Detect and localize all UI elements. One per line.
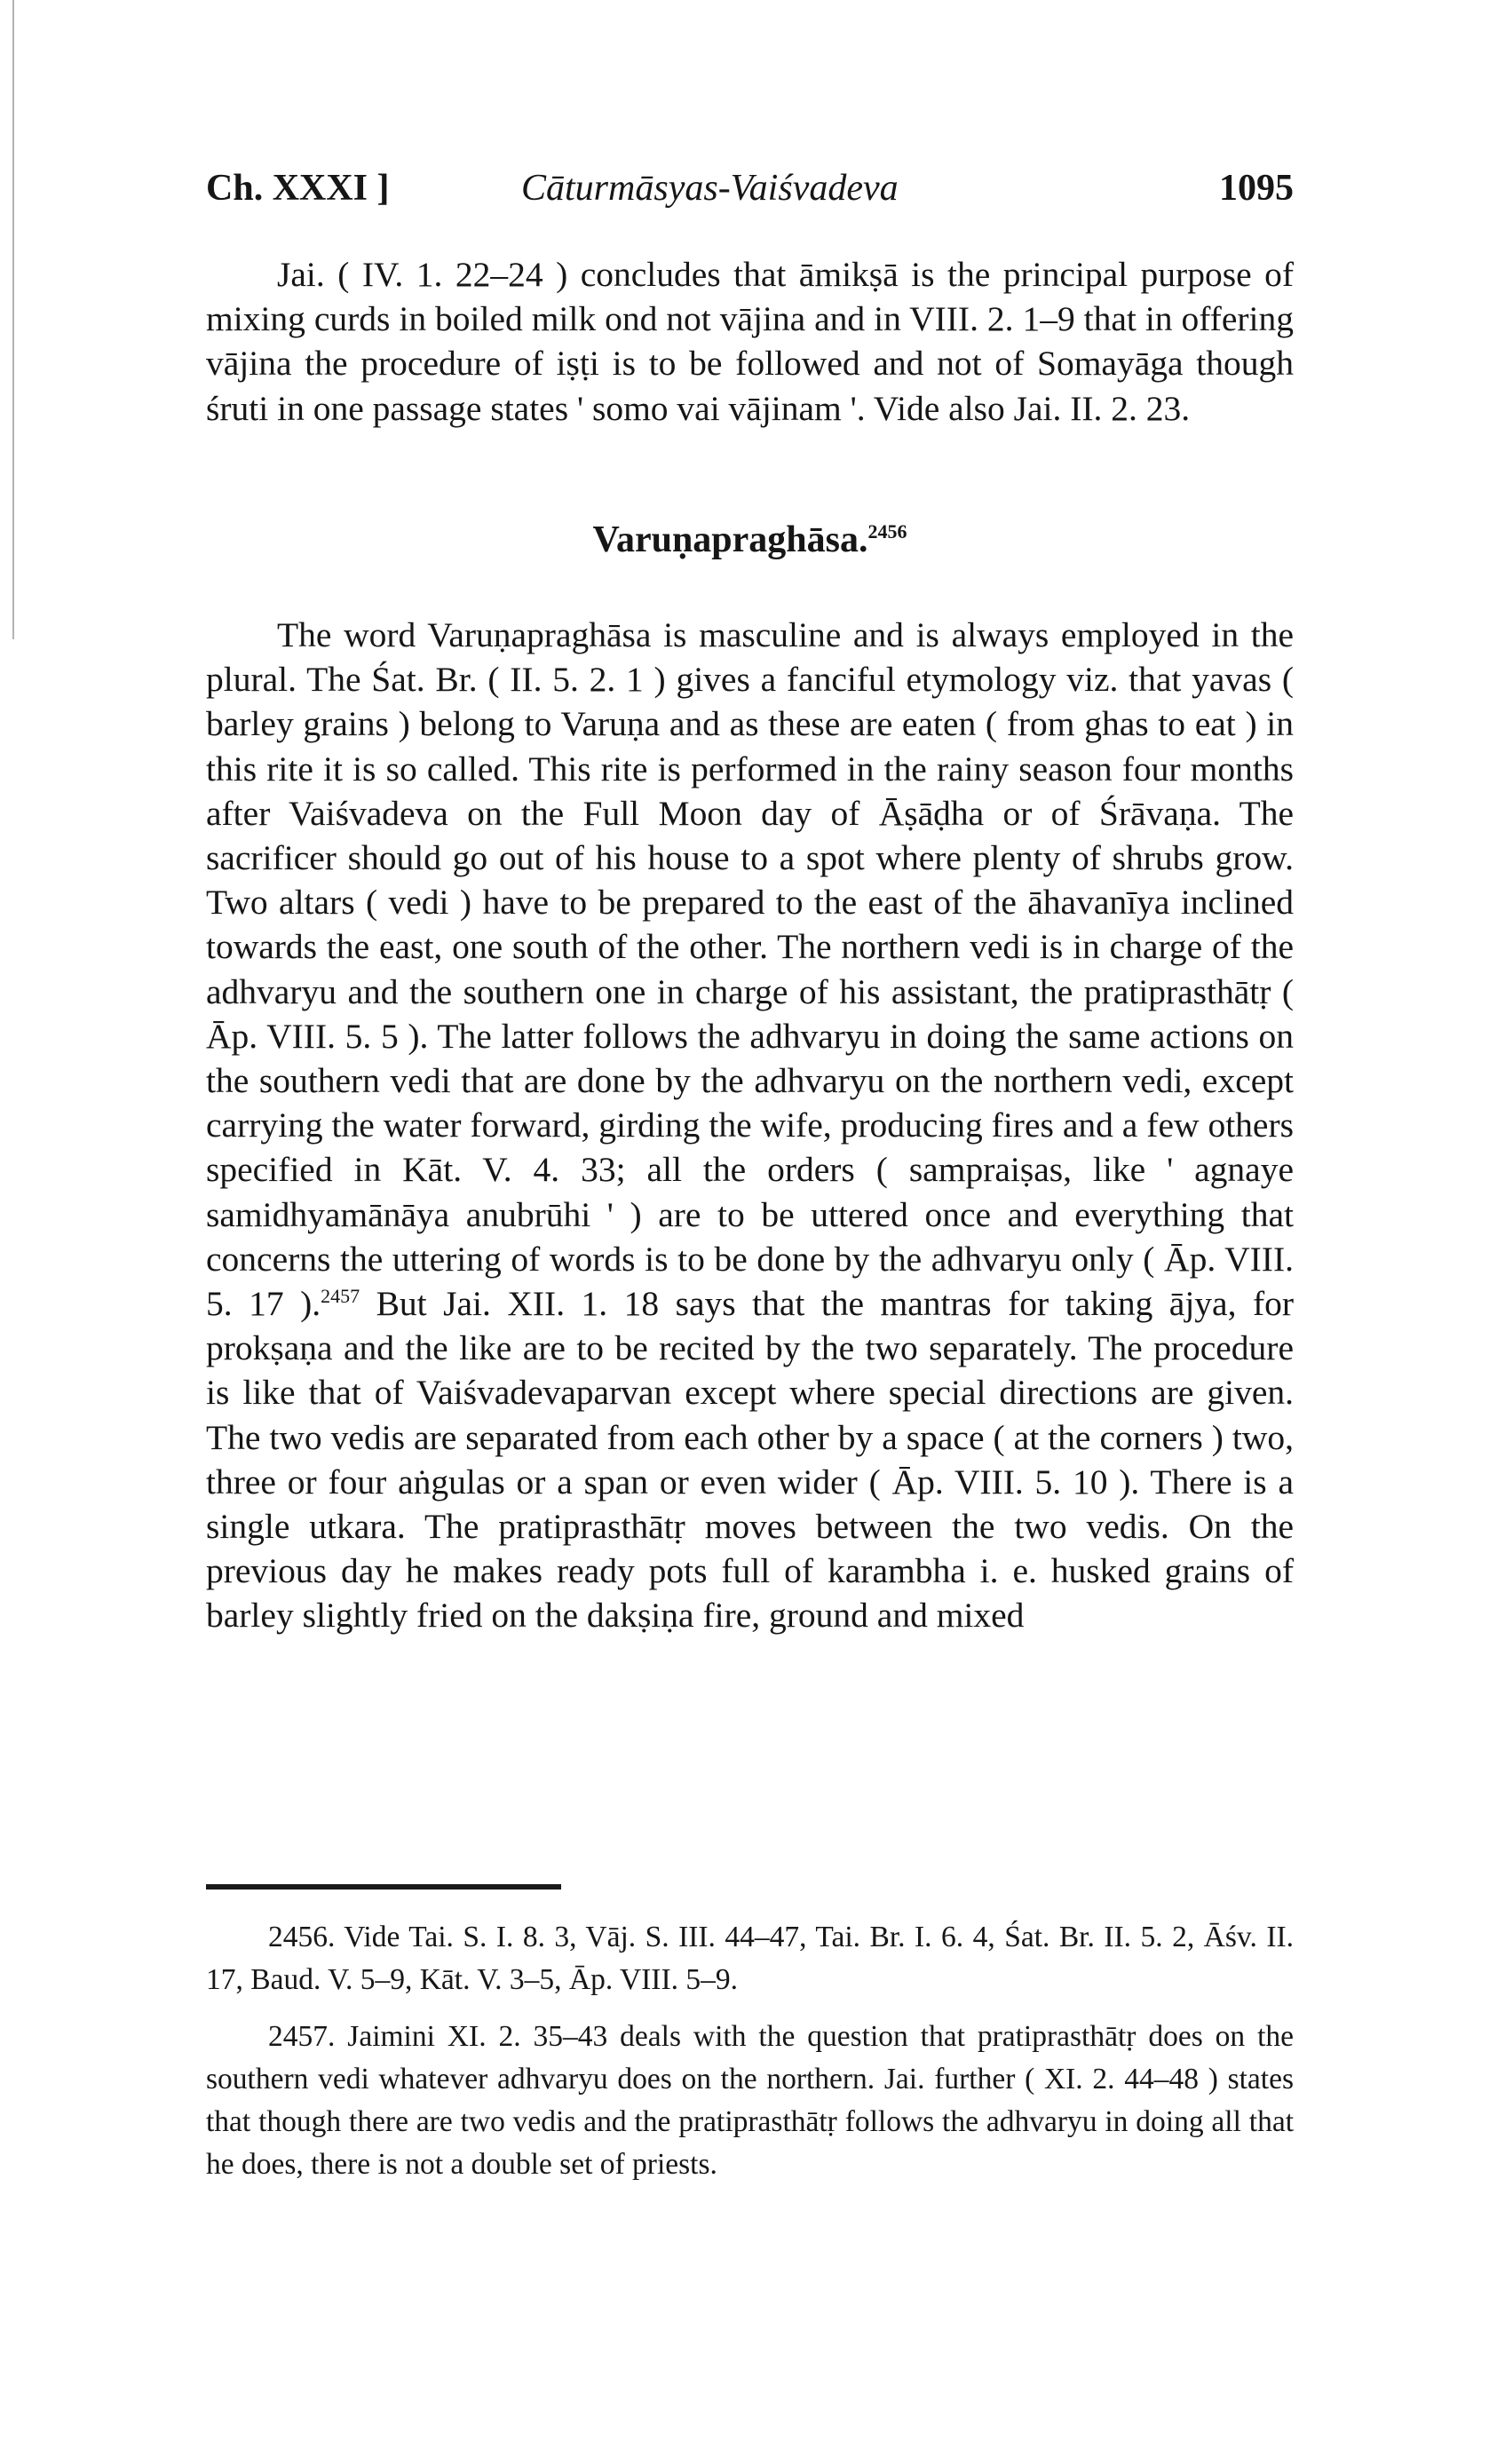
- footnote-2456: 2456. Vide Tai. S. I. 8. 3, Vāj. S. III. 44–47, Tai. Br. I. 6. 4, Śat. Br. II. 5. 2, Āśv. II. 17, Baud. V. 5–9, Kāt. V. 3–5, Āp. VIII. 5–9.: [206, 1921, 1294, 1996]
- section-heading: [206, 519, 1294, 561]
- inline-footnote-marker: 2457: [321, 1284, 360, 1307]
- intro-paragraph: Jai. ( IV. 1. 22–24 ) concludes that āmikṣā is the principal purpose of mixing curds in boiled milk ond not vājina and in VIII. 2. 1–9 that in offering vājina the procedure of iṣṭi is to be followed and not of Somayāga though śruti in one passage states ' somo vai vājinam '. Vide also Jai. II. 2. 23.: [206, 255, 1294, 428]
- margin-line: [12, 0, 14, 639]
- footnotes: [206, 1916, 1294, 2200]
- page-number: 1095: [1219, 168, 1294, 209]
- section-footnote-marker: 2456: [867, 520, 907, 543]
- main-paragraph: [206, 613, 1294, 1638]
- chapter-label: Ch. XXXI ]: [206, 168, 390, 209]
- footnote-divider: [206, 1884, 561, 1890]
- main-paragraph-block: [206, 613, 1294, 1638]
- page-header: [206, 167, 1294, 220]
- running-title: Cāturmāsyas-Vaiśvadeva: [521, 168, 899, 209]
- footnote-2457: 2457. Jaimini XI. 2. 35–43 deals with the question that pratiprasthātṛ does on the southern vedi whatever adhvaryu does on the northern. Jai. further ( XI. 2. 44–48 ) states that though there are two vedis and the pratiprasthātṛ follows the adhvaryu in doing all that he does, there is not a double set of priests.: [206, 2020, 1294, 2181]
- main-paragraph-part-2: But Jai. XII. 1. 18 says that the mantras for taking ājya, for prokṣaṇa and the like are to be recited by the two separately. The procedure is like that of Vaiśvadevaparvan except where special directions are given. The two vedis are separated from each other by a space ( at the corners ) two, three or four aṅgulas or a span or even wider ( Āp. VIII. 5. 10 ). There is a single utkara. The pratiprasthātṛ moves between the two vedis. On the previous day he makes ready pots full of karambha i. e. husked grains of barley slightly fried on the dakṣiṇa fire, ground and mixed: [206, 1284, 1295, 1636]
- section-title: Varuṇapraghāsa.: [592, 519, 868, 560]
- main-paragraph-part-1: The word Varuṇapraghāsa is masculine and is always employed in the plural. The Śat. Br. ( II. 5. 2. 1 ) gives a fanciful etymology viz. that yavas ( barley grains ) belong to Varuṇa and as these are eaten ( from ghas to eat ) in this rite it is so called. This rite is performed in the rainy season four months after Vaiśvadeva on the Full Moon day of Āṣāḍha or of Śrāvaṇa. The sacrificer should go out of his house to a spot where plenty of shrubs grow. Two altars ( vedi ) have to be prepared to the east of the āhavanīya inclined towards the east, one south of the other. The northern vedi is in charge of the adhvaryu and the southern one in charge of his assistant, the pratiprasthātṛ ( Āp. VIII. 5. 5 ). The latter follows the adhvaryu in doing the same actions on the southern vedi that are done by the adhvaryu on the northern vedi, except carrying the water forward, girding the wife, producing fires and a few others specified in Kāt. V. 4. 33; all the orders ( sampraiṣas, like ' agnaye samidhyamānāya anubrūhi ' ) are to be uttered once and everything that concerns the uttering of words is to be done by the adhvaryu only ( Āp. VIII. 5. 17 ).: [206, 615, 1294, 1324]
- intro-paragraph-block: [206, 252, 1294, 431]
